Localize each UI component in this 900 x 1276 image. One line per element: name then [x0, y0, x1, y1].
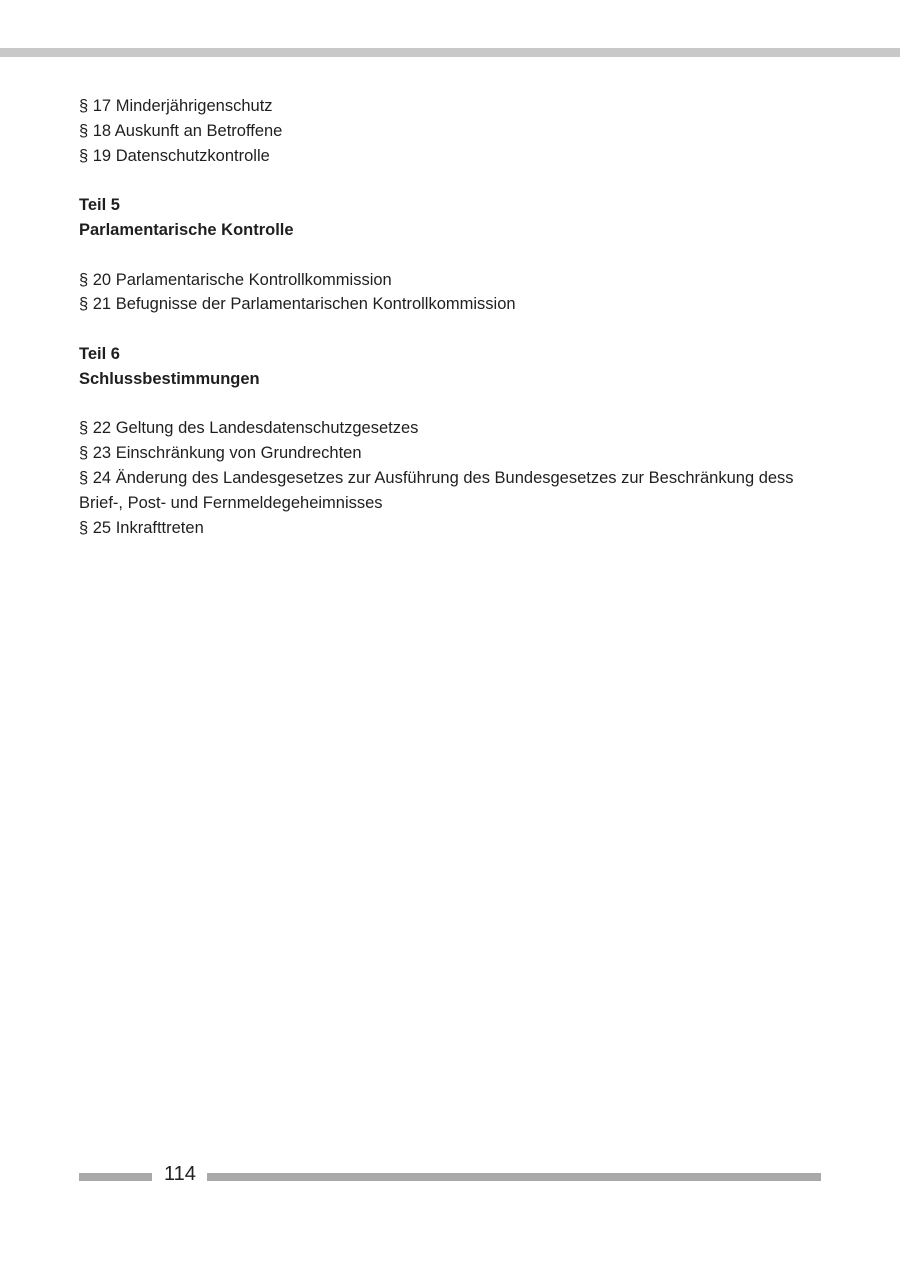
footer-rule-right — [207, 1173, 821, 1181]
page-number: 114 — [164, 1163, 196, 1185]
toc-item: § 17 Minderjährigenschutz — [79, 97, 273, 115]
top-rule — [0, 48, 900, 57]
toc-item: § 21 Befugnisse der Parlamentarischen Kontrollkommission — [79, 295, 516, 314]
footer-rule-left — [79, 1173, 152, 1181]
part-number: Teil 5 — [79, 196, 120, 215]
toc-item: § 20 Parlamentarische Kontrollkommission — [79, 270, 392, 289]
table-of-contents — [79, 94, 819, 540]
toc-item: § 19 Datenschutzkontrolle — [79, 146, 270, 165]
part-number: Teil 6 — [79, 344, 120, 363]
toc-item: § 25 Inkrafttreten — [79, 518, 204, 537]
toc-item: § 23 Einschränkung von Grundrechten — [79, 444, 362, 463]
toc-item: § 22 Geltung des Landesdatenschutzgesetzes — [79, 419, 419, 438]
toc-item: § 18 Auskunft an Betroffene — [79, 121, 283, 140]
part-title: Schlussbestimmungen — [79, 369, 260, 388]
toc-item: § 24 Änderung des Landesgesetzes zur Ausführung des Bundesgesetzes zur Beschränkung dess Brief-, Post- und Fernmeldegeheimnisses — [79, 468, 794, 512]
part-title: Parlamentarische Kontrolle — [79, 220, 294, 239]
